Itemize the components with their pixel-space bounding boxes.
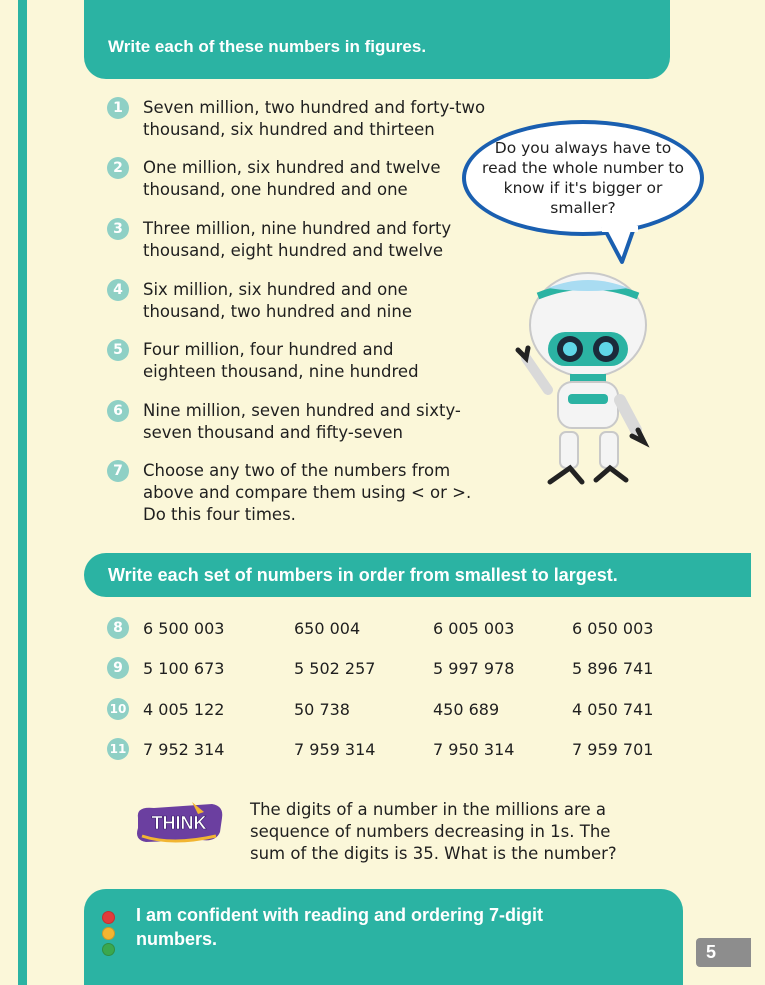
number-value: 5 896 741 [572,659,654,678]
green-dot [102,943,115,956]
question-number: 2 [107,157,129,179]
question-number: 7 [107,460,129,482]
think-badge [132,800,227,846]
order-row-8 [107,617,707,641]
robot-illustration [508,270,668,495]
speech-bubble [462,120,704,236]
number-value: 50 738 [294,700,350,719]
section-2-title: Write each set of numbers in order from smallest to largest. [108,564,618,585]
number-value: 5 502 257 [294,659,376,678]
order-row-11 [107,738,707,762]
think-problem-text: The digits of a number in the millions are a sequence of numbers decreasing in 1s. The sum of the digits is 35. What is the number? [250,800,617,863]
number-value: 6 500 003 [143,619,225,638]
number-value: 7 952 314 [143,740,225,759]
number-value: 6 005 003 [433,619,515,638]
number-value: 5 997 978 [433,659,515,678]
think-badge-label: THINK [151,813,207,833]
question-number: 4 [107,279,129,301]
question-4 [107,279,443,323]
page-number: 5 [696,938,751,967]
question-3 [107,218,473,262]
order-row-10 [107,698,707,722]
section-1-banner [84,0,670,79]
question-6 [107,400,463,444]
number-value: 5 100 673 [143,659,225,678]
question-5 [107,339,443,383]
question-number: 5 [107,339,129,361]
question-text: Choose any two of the numbers from above and compare them using < or >. Do this four times. [143,461,472,524]
left-edge-rule [18,0,27,985]
question-number: 6 [107,400,129,422]
question-2 [107,157,461,201]
question-text: Six million, six hundred and one thousand, two hundred and nine [143,280,412,321]
question-7 [107,460,488,526]
question-number: 11 [107,738,129,760]
number-value: 7 959 314 [294,740,376,759]
confidence-banner [84,889,683,985]
question-text: Three million, nine hundred and forty thousand, eight hundred and twelve [143,219,452,260]
question-text: Four million, four hundred and eighteen thousand, nine hundred [143,340,419,381]
number-value: 7 959 701 [572,740,654,759]
question-text: Seven million, two hundred and forty-two thousand, six hundred and thirteen [143,98,486,139]
question-text: One million, six hundred and twelve thousand, one hundred and one [143,158,441,199]
question-number: 9 [107,657,129,679]
section-2-banner [84,553,751,597]
number-value: 450 689 [433,700,500,719]
number-value: 7 950 314 [433,740,515,759]
question-1 [107,97,513,141]
confidence-text: I am confident with reading and ordering 7-digit numbers. [136,905,544,949]
number-value: 6 050 003 [572,619,654,638]
question-number: 10 [107,698,129,720]
question-number: 8 [107,617,129,639]
number-value: 4 050 741 [572,700,654,719]
question-text: Nine million, seven hundred and sixty-seven thousand and fifty-seven [143,401,461,442]
red-dot [102,911,115,924]
question-number: 1 [107,97,129,119]
order-row-9 [107,657,707,681]
amber-dot [102,927,115,940]
number-value: 650 004 [294,619,361,638]
speech-bubble-tail [600,226,640,266]
question-number: 3 [107,218,129,240]
speech-bubble-text: Do you always have to read the whole number to know if it's bigger or smaller? [482,139,684,217]
section-1-title: Write each of these numbers in figures. [108,36,427,56]
traffic-light-icon [102,911,114,959]
number-value: 4 005 122 [143,700,225,719]
